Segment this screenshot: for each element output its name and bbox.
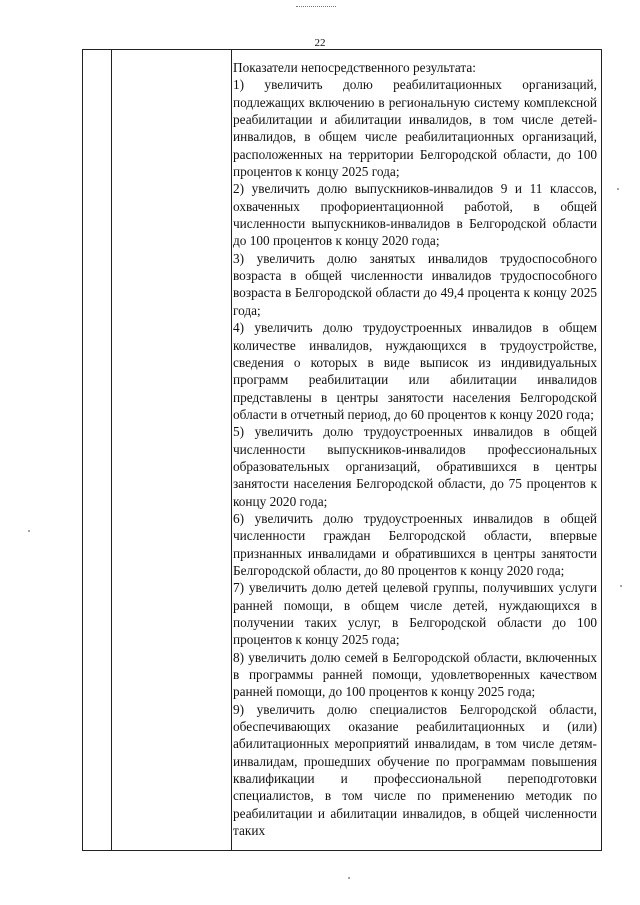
scan-mark <box>296 6 336 10</box>
indicator-item: 6) увеличить долю трудоустроенных инвалидов в общей численности граждан Белгородской области, впервые признанных инвалидами и обратившихся в центры занятости Белгородской области, до 80 процентов к концу 2020 года; <box>233 510 597 578</box>
indicator-item: 4) увеличить долю трудоустроенных инвалидов в общем количестве инвалидов, нуждающихся в трудоустройстве, сведения о которых в виде выписок из индивидуальных программ реабилитации или абилитации инвалидов представлены в центры занятости населения Белгородской области в отчетный период, до 60 процентов к концу 2020 года; <box>233 320 597 422</box>
column-divider <box>231 50 232 850</box>
indicator-item: 8) увеличить долю семей в Белгородской области, включенных в программы ранней помощи, удовлетворенных качеством ранней помощи, до 100 процентов к концу 2025 года; <box>233 649 597 700</box>
indicator-item: 7) увеличить долю детей целевой группы, получивших услуги ранней помощи, в общем числе детей, нуждающихся в получении таких услуг, в Белгородской области до 100 процентов к концу 2025 года; <box>233 580 597 648</box>
scan-speck <box>28 530 30 532</box>
scan-speck <box>348 877 350 879</box>
indicator-item: 5) увеличить долю трудоустроенных инвалидов в общей численности выпускников-инвалидов профессиональных образовательных организаций, обратившихся в центры занятости населения Белгородской области, до 75 процентов к концу 2020 года; <box>233 424 597 509</box>
scan-speck <box>617 188 619 190</box>
page-number: 22 <box>314 37 326 49</box>
column-divider <box>111 50 112 850</box>
indicator-item: 2) увеличить долю выпускников-инвалидов 9 и 11 классов, охваченных профориентационной работой, в общей численности выпускников-инвалидов в Белгородской области до 100 процентов к концу 2020 года; <box>233 181 597 249</box>
indicator-table <box>82 49 602 851</box>
indicator-item: 3) увеличить долю занятых инвалидов трудоспособного возраста в общей численности инвалидов трудоспособного возраста в Белгородской области до 49,4 процента к концу 2025 года; <box>233 250 597 318</box>
section-heading: Показатели непосредственного результата: <box>233 60 476 75</box>
indicators-cell <box>233 59 597 839</box>
scan-speck <box>620 585 622 587</box>
indicator-item: 1) увеличить долю реабилитационных организаций, подлежащих включению в региональную систему комплексной реабилитации и абилитации инвалидов, в том числе детей-инвалидов, в общем числе реабилитационных организаций, расположенных на территории Белгородской области, до 100 процентов к концу 2025 года; <box>233 77 597 180</box>
indicator-item: 9) увеличить долю специалистов Белгородской области, обеспечивающих оказание реабилитационных и (или) абилитационных мероприятий инвалидам, в том числе детям-инвалидам, прошедших обучение по программам повышения квалификации и профессиональной переподготовки специалистов, в том числе по применению методик по реабилитации и абилитации инвалидов, в общей численности таких <box>233 701 597 839</box>
